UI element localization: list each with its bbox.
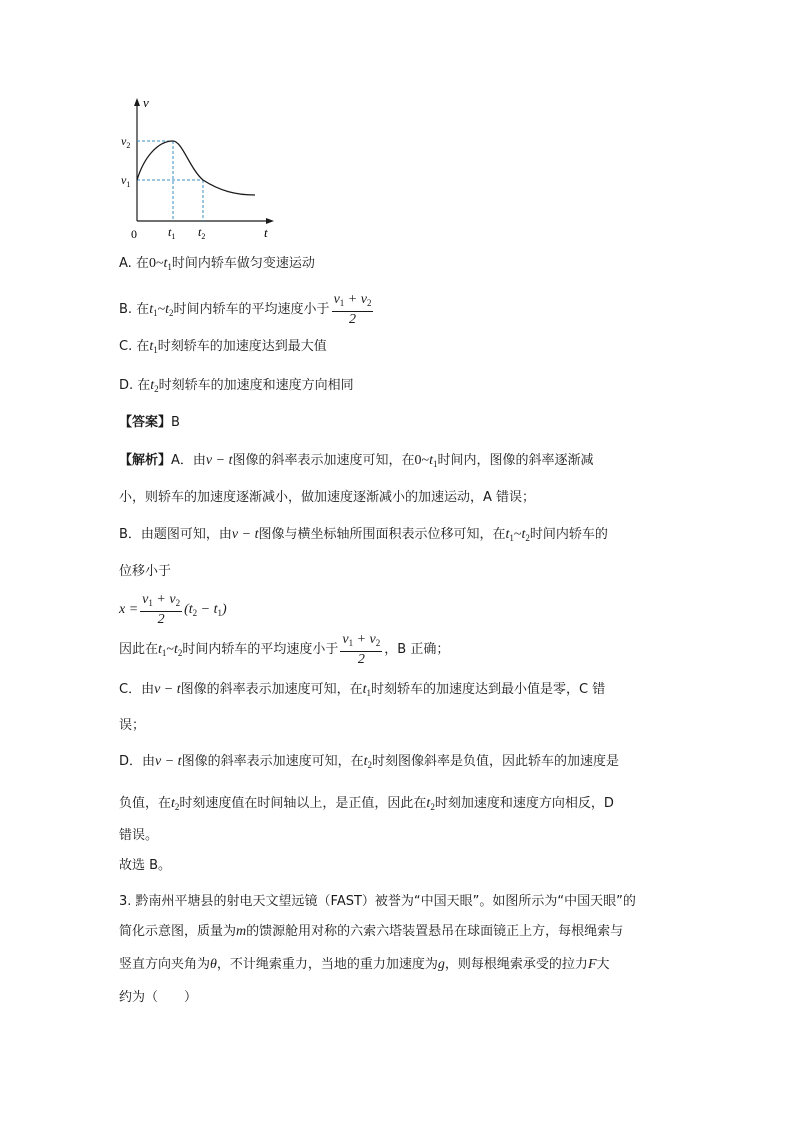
option-d: D. 在$t_2$时刻轿车的加速度和速度方向相同 xyxy=(119,378,354,394)
velocity-curve xyxy=(137,141,255,195)
t1-label: $t_1$ xyxy=(168,225,176,241)
answer: 【答案】B xyxy=(119,415,180,430)
question3-line3: 竖直方向夹角为θ，不计绳索重力，当地的重力加速度为g，则每根绳索承受的拉力F大 xyxy=(119,957,610,972)
analysis-b-line1: B．由题图可知，由v − t图像与横坐标轴所围面积表示位移可知，在$t_1\sim t_2$时间内轿车的 xyxy=(119,527,608,543)
option-c: C. 在$t_1$时刻轿车的加速度达到最大值 xyxy=(119,339,327,355)
analysis-c-line1: C．由v − t图像的斜率表示加速度可知，在$t_1$时刻轿车的加速度达到最小值是零，C 错 xyxy=(119,682,606,698)
analysis-d-line3: 错误。 xyxy=(119,828,159,843)
vt-graph xyxy=(112,95,287,245)
question3-line2: 简化示意图，质量为m的馈源舱用对称的六索六塔装置悬吊在球面镜正上方，每根绳索与 xyxy=(119,924,624,939)
question3-line4: 约为（ ） xyxy=(119,990,198,1005)
analysis-c-line2: 误； xyxy=(119,718,146,733)
t-axis-label: t xyxy=(264,225,268,240)
analysis-d-line2: 负值，在$t_2$时刻速度值在时间轴以上，是正值，因此在$t_2$时刻加速度和速度方向相反，D xyxy=(119,796,614,812)
v-axis-label: v xyxy=(143,95,149,110)
analysis-a-line2: 小，则轿车的加速度逐渐减小，做加速度逐渐减小的加速运动，A 错误； xyxy=(119,490,536,505)
analysis-conclusion: 故选 B。 xyxy=(119,858,172,873)
analysis-b-line2: 位移小于 xyxy=(119,564,172,579)
option-a: A. 在$0\sim t_1$时间内轿车做匀变速运动 xyxy=(119,256,315,272)
t2-label: $t_2$ xyxy=(198,225,206,241)
v-axis-arrow xyxy=(134,98,140,106)
fraction-v1-plus-v2-over-2: $\frac{v_1 + v_2}{2}$ xyxy=(333,292,372,327)
question3-line1: 3. 黔南州平塘县的射电天文望远镜（FAST）被誉为“中国天眼”。如图所示为“中国天眼”的 xyxy=(119,894,636,909)
displacement-formula: x = $\frac{v_1 + v_2}{2}$ $(t_2 - t_1)$ xyxy=(119,592,227,627)
analysis-b-line3: 因此在$t_1\sim t_2$时间内轿车的平均速度小于 $\frac{v_1 + v_2}{2}$ ，B 正确； xyxy=(119,632,450,667)
v1-label: $v_1$ xyxy=(121,173,131,189)
t-axis-arrow xyxy=(266,218,274,224)
origin-label: 0 xyxy=(131,227,137,241)
v2-label: $v_2$ xyxy=(121,134,131,150)
analysis-a-line1: 【解析】A．由v − t图像的斜率表示加速度可知，在$0\sim t_1$时间内，图像的斜率逐渐减 xyxy=(119,453,594,469)
option-b: B. 在$t_1\sim t_2$时间内轿车的平均速度小于 $\frac{v_1 + v_2}{2}$ xyxy=(119,292,372,327)
analysis-d-line1: D．由v − t图像的斜率表示加速度可知，在$t_2$时刻图像斜率是负值，因此轿车的加速度是 xyxy=(119,754,619,770)
